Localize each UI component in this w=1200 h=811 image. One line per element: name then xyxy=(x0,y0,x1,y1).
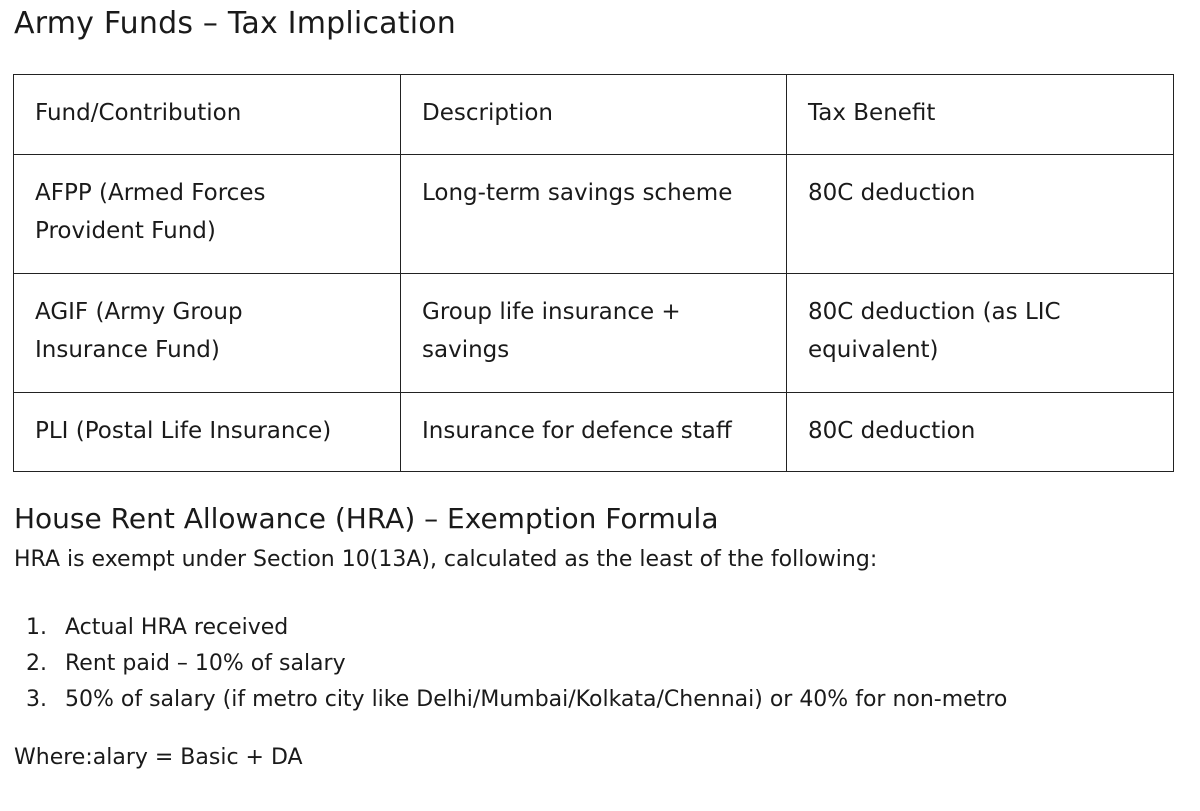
description-cell xyxy=(401,393,787,472)
description-line: Group life insurance + xyxy=(422,299,681,325)
list-item xyxy=(14,682,1007,718)
table-header-row xyxy=(14,75,1174,155)
list-number: 2. xyxy=(26,651,47,676)
fund-cell xyxy=(14,274,401,393)
tax-benefit-line: equivalent) xyxy=(808,337,939,363)
list-number: 3. xyxy=(26,687,47,712)
description-line: Insurance for defence staff xyxy=(422,418,732,444)
list-number: 1. xyxy=(26,615,47,640)
fund-cell xyxy=(14,393,401,472)
hra-intro: HRA is exempt under Section 10(13A), calculated as the least of the following: xyxy=(14,547,878,572)
tax-benefit-cell xyxy=(787,393,1174,472)
list-item xyxy=(14,646,1007,682)
hra-formula-list xyxy=(14,610,1007,718)
table-row xyxy=(14,274,1174,393)
tax-benefit-line: 80C deduction xyxy=(808,418,976,444)
list-text: Actual HRA received xyxy=(65,615,289,640)
fund-line: AFPP (Armed Forces xyxy=(35,180,266,206)
hra-heading: House Rent Allowance (HRA) – Exemption Formula xyxy=(14,502,719,535)
fund-cell xyxy=(14,155,401,274)
salary-definition: Where:alary = Basic + DA xyxy=(14,745,303,770)
tax-benefit-cell xyxy=(787,274,1174,393)
description-cell xyxy=(401,274,787,393)
fund-line: Provident Fund) xyxy=(35,218,216,244)
fund-line: Insurance Fund) xyxy=(35,337,220,363)
header-description: Description xyxy=(401,75,787,155)
list-item xyxy=(14,610,1007,646)
page-title: Army Funds – Tax Implication xyxy=(14,6,456,41)
fund-line: PLI (Postal Life Insurance) xyxy=(35,418,332,444)
table-row xyxy=(14,393,1174,472)
table-row xyxy=(14,155,1174,274)
tax-benefit-line: 80C deduction (as LIC xyxy=(808,299,1061,325)
fund-line: AGIF (Army Group xyxy=(35,299,243,325)
list-text: Rent paid – 10% of salary xyxy=(65,651,346,676)
tax-benefit-line: 80C deduction xyxy=(808,180,976,206)
header-tax-benefit: Tax Benefit xyxy=(787,75,1174,155)
header-fund-contribution: Fund/Contribution xyxy=(14,75,401,155)
description-cell xyxy=(401,155,787,274)
description-line: savings xyxy=(422,337,510,363)
army-funds-table xyxy=(13,74,1174,472)
description-line: Long-term savings scheme xyxy=(422,180,733,206)
list-text: 50% of salary (if metro city like Delhi/Mumbai/Kolkata/Chennai) or 40% for non-metro xyxy=(65,687,1008,712)
tax-benefit-cell xyxy=(787,155,1174,274)
